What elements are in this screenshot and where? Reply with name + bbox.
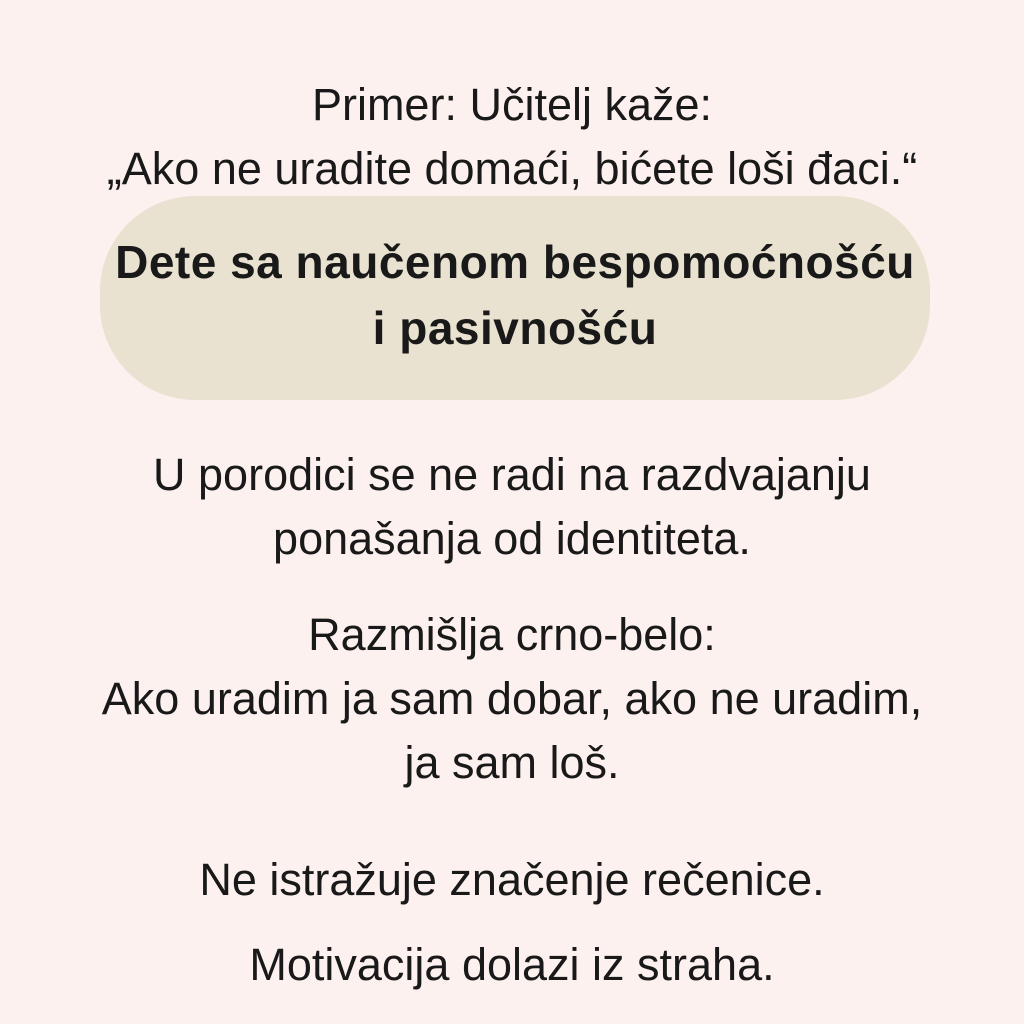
paragraph-line: Motivacija dolazi iz straha. [249, 939, 775, 990]
paragraph-line: Ne istražuje značenje rečenice. [199, 854, 825, 905]
paragraph-meaning [0, 848, 1024, 912]
paragraph-line: ja sam loš. [404, 737, 620, 788]
intro-line: Primer: Učitelj kaže: [311, 79, 713, 130]
paragraph-family [0, 443, 1024, 571]
highlight-title-line: Dete sa naučenom bespomoćnošću [115, 236, 915, 288]
paragraph-line: ponašanja od identiteta. [273, 513, 751, 564]
paragraph-line: U porodici se ne radi na razdvajanju [153, 449, 871, 500]
highlight-title-line: i pasivnošću [372, 302, 658, 354]
intro-quote-line: „Ako ne uradite domaći, bićete loši đaci.“ [106, 143, 918, 194]
paragraph-motivation [0, 933, 1024, 997]
paragraph-black-white-thinking [0, 603, 1024, 795]
intro-text [0, 73, 1024, 201]
paragraph-line: Razmišlja crno-belo: [308, 609, 716, 660]
paragraph-line: Ako uradim ja sam dobar, ako ne uradim, [101, 673, 923, 724]
highlight-pill [100, 196, 930, 400]
